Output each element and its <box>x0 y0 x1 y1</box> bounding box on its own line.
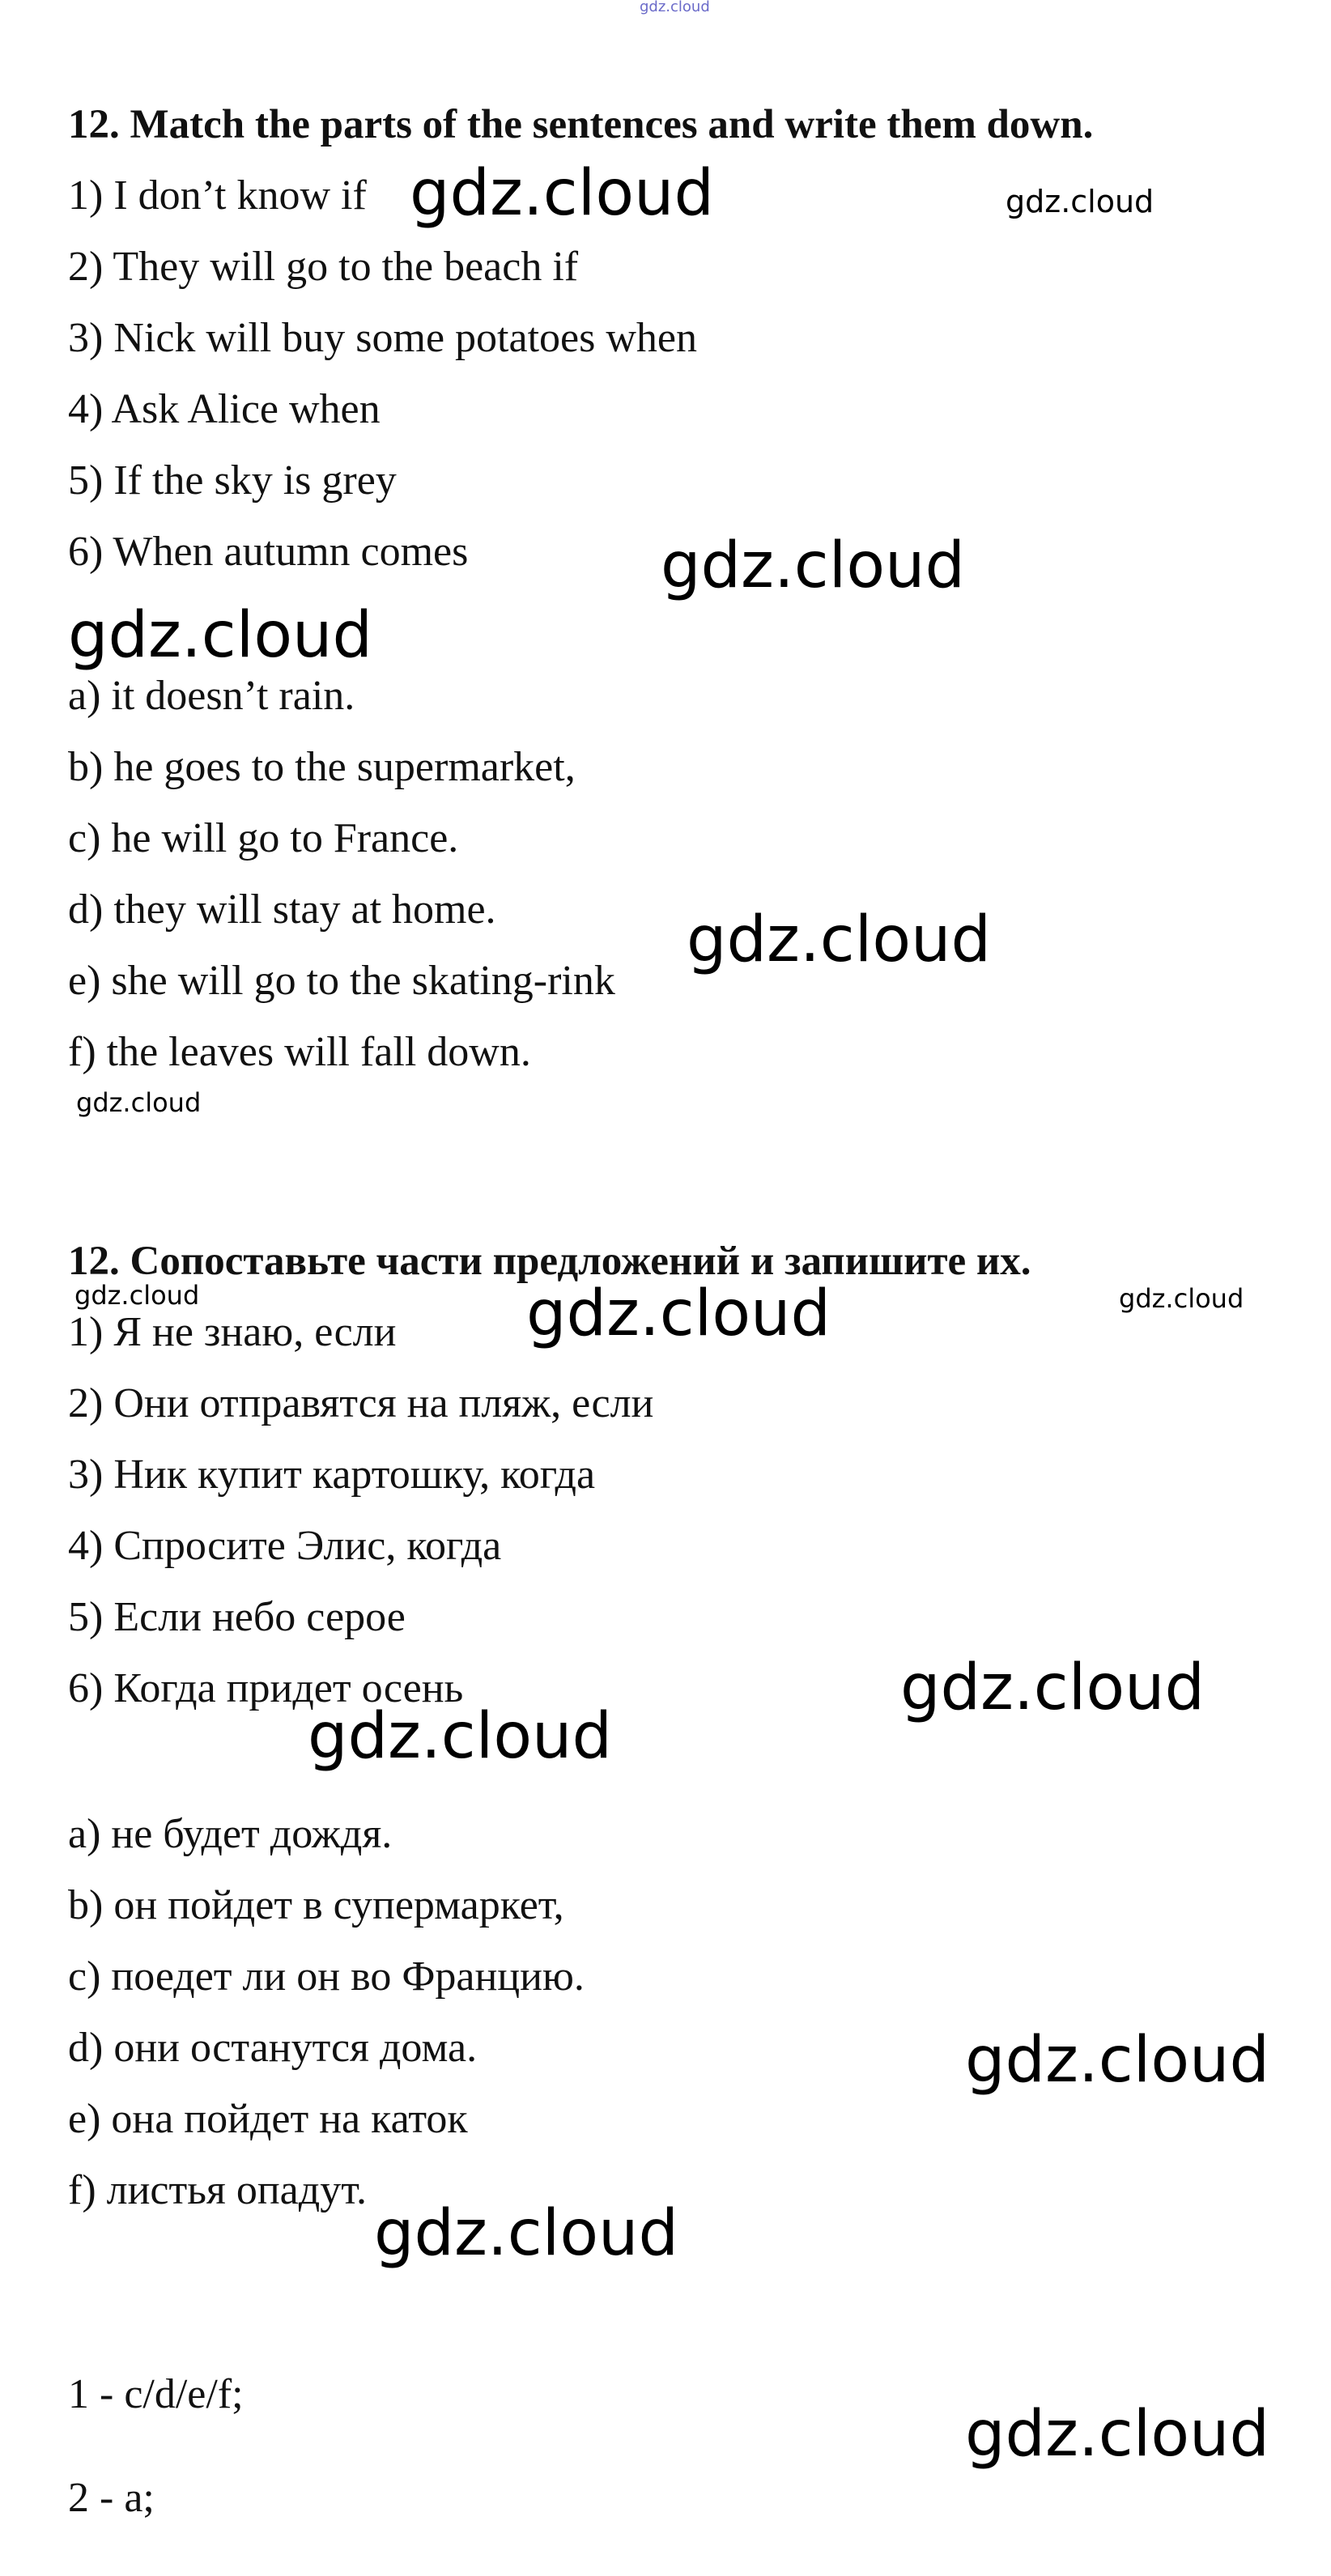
russian-sentence-4: 4) Спросите Элис, когда <box>68 1523 502 1569</box>
russian-ending-e: e) она пойдет на каток <box>68 2096 468 2142</box>
watermark-logo: gdz.cloud <box>965 2398 1269 2471</box>
watermark-logo: gdz.cloud <box>410 157 714 230</box>
english-ending-e: e) she will go to the skating-rink <box>68 958 615 1004</box>
watermark-logo: gdz.cloud <box>526 1277 831 1350</box>
russian-heading: 12. Сопоставьте части предложений и запишите их. <box>68 1239 1031 1284</box>
watermark-logo: gdz.cloud <box>374 2197 678 2270</box>
english-sentence-6: 6) When autumn comes <box>68 529 469 575</box>
russian-ending-c: c) поедет ли он во Францию. <box>68 1953 585 2000</box>
watermark-logo: gdz.cloud <box>68 599 372 672</box>
russian-ending-b: b) он пойдет в супермаркет, <box>68 1882 564 1928</box>
answer-2: 2 - a; <box>68 2475 155 2521</box>
english-heading: 12. Match the parts of the sentences and write them down. <box>68 102 1094 147</box>
russian-sentence-6: 6) Когда придет осень <box>68 1665 464 1711</box>
watermark-logo: gdz.cloud <box>965 2024 1269 2097</box>
watermark-logo: gdz.cloud <box>661 529 965 602</box>
watermark-logo: gdz.cloud <box>308 1700 612 1773</box>
english-ending-f: f) the leaves will fall down. <box>68 1029 531 1075</box>
watermark-logo: gdz.cloud <box>74 1280 200 1311</box>
russian-ending-a: a) не будет дождя. <box>68 1811 393 1857</box>
english-sentence-5: 5) If the sky is grey <box>68 457 397 504</box>
russian-sentence-2: 2) Они отправятся на пляж, если <box>68 1380 654 1426</box>
russian-ending-f: f) листья опадут. <box>68 2167 368 2213</box>
russian-sentence-3: 3) Ник купит картошку, когда <box>68 1452 596 1498</box>
russian-ending-d: d) они останутся дома. <box>68 2025 478 2071</box>
header-watermark: gdz.cloud <box>640 0 710 15</box>
english-ending-a: a) it doesn’t rain. <box>68 673 355 719</box>
russian-sentence-5: 5) Если небо серое <box>68 1594 406 1640</box>
english-ending-c: c) he will go to France. <box>68 815 459 861</box>
watermark-logo: gdz.cloud <box>687 903 991 976</box>
answer-1: 1 - c/d/e/f; <box>68 2371 244 2417</box>
watermark-logo: gdz.cloud <box>76 1087 202 1118</box>
english-sentence-2: 2) They will go to the beach if <box>68 244 579 290</box>
english-ending-d: d) they will stay at home. <box>68 886 496 933</box>
watermark-logo: gdz.cloud <box>900 1651 1205 1724</box>
english-sentence-1: 1) I don’t know if <box>68 172 367 219</box>
russian-sentence-1: 1) Я не знаю, если <box>68 1309 397 1355</box>
english-sentence-4: 4) Ask Alice when <box>68 386 381 432</box>
watermark-logo: gdz.cloud <box>1006 184 1155 219</box>
english-ending-b: b) he goes to the supermarket, <box>68 744 576 790</box>
watermark-logo: gdz.cloud <box>1119 1283 1244 1314</box>
english-sentence-3: 3) Nick will buy some potatoes when <box>68 315 697 361</box>
